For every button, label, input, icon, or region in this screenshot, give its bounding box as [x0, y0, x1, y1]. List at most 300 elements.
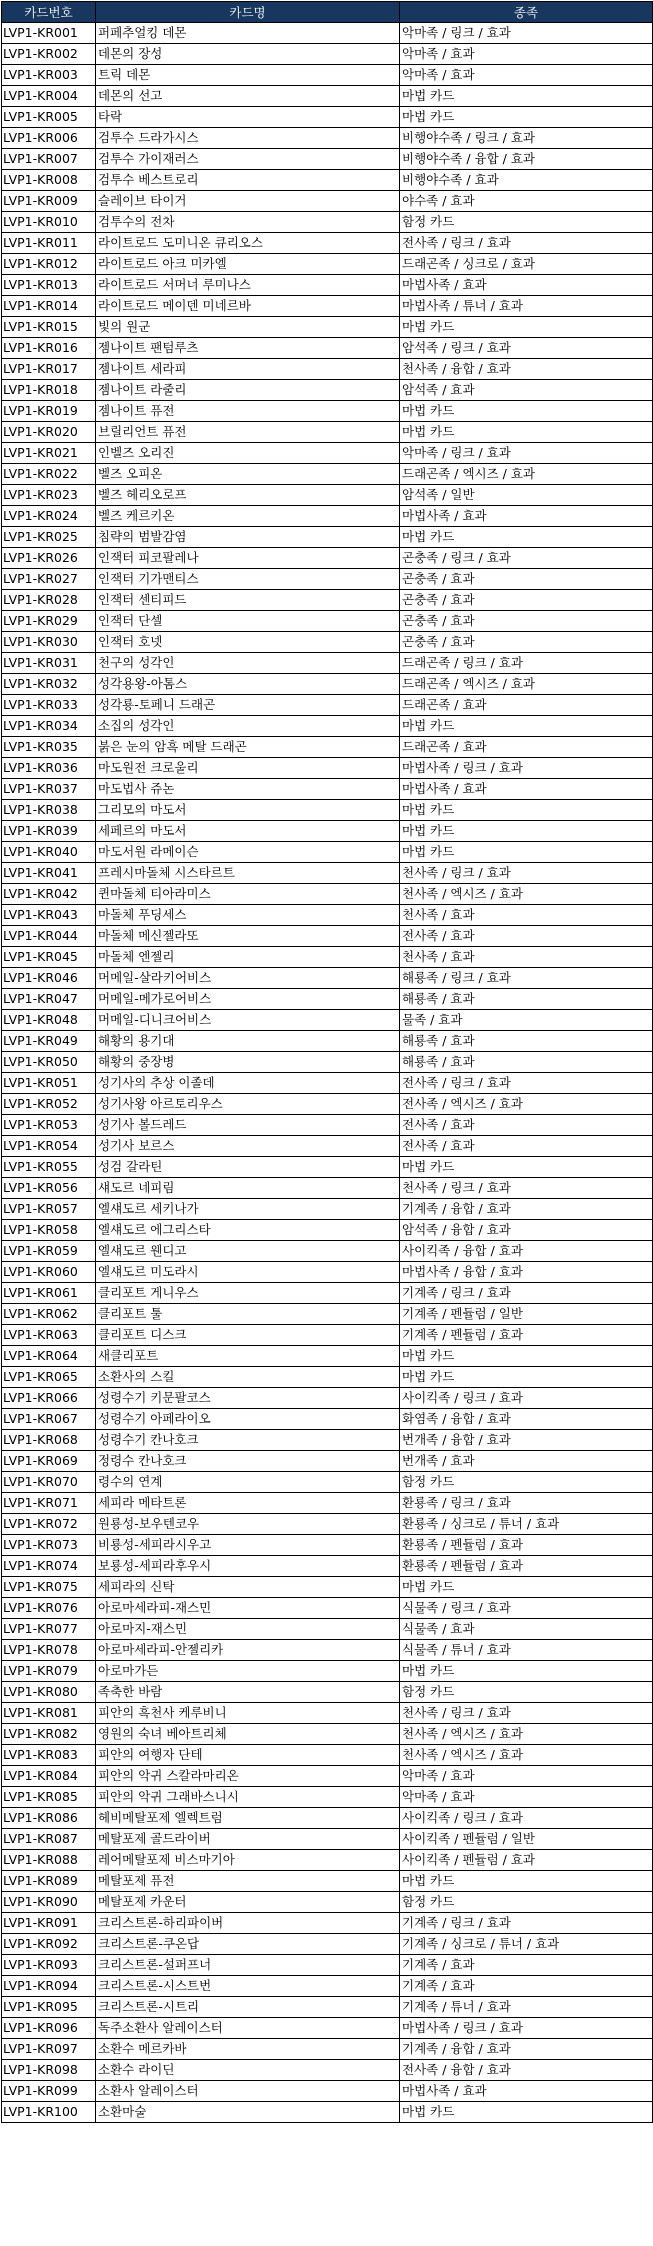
card-number-cell: LVP1-KR033 [2, 695, 96, 716]
table-row [2, 107, 653, 128]
table-row [2, 884, 653, 905]
card-name-cell: 침략의 범발감염 [96, 527, 400, 548]
card-name-cell: 마돌체 엔젤리 [96, 947, 400, 968]
table-row [2, 758, 653, 779]
header-card-type: 종족 [400, 2, 653, 23]
card-name-cell: 메탈포제 카운터 [96, 1892, 400, 1913]
table-row [2, 380, 653, 401]
card-name-cell: 머메일-디니크어비스 [96, 1010, 400, 1031]
card-name-cell: 마도법사 쥬논 [96, 779, 400, 800]
card-number-cell: LVP1-KR089 [2, 1871, 96, 1892]
table-row [2, 1766, 653, 1787]
card-number-cell: LVP1-KR027 [2, 569, 96, 590]
card-number-cell: LVP1-KR053 [2, 1115, 96, 1136]
card-name-cell: 령수의 연계 [96, 1472, 400, 1493]
card-type-cell: 드래곤족 / 효과 [400, 695, 653, 716]
table-row [2, 2039, 653, 2060]
card-number-cell: LVP1-KR098 [2, 2060, 96, 2081]
card-type-cell: 천사족 / 효과 [400, 905, 653, 926]
card-type-cell: 곤충족 / 효과 [400, 590, 653, 611]
card-number-cell: LVP1-KR021 [2, 443, 96, 464]
card-number-cell: LVP1-KR055 [2, 1157, 96, 1178]
card-name-cell: 섀도르 네피림 [96, 1178, 400, 1199]
table-row [2, 1346, 653, 1367]
card-number-cell: LVP1-KR099 [2, 2081, 96, 2102]
table-row [2, 1388, 653, 1409]
card-number-cell: LVP1-KR009 [2, 191, 96, 212]
card-number-cell: LVP1-KR080 [2, 1682, 96, 1703]
card-name-cell: 족축한 바람 [96, 1682, 400, 1703]
card-name-cell: 새클리포트 [96, 1346, 400, 1367]
card-type-cell: 마법 카드 [400, 1661, 653, 1682]
card-number-cell: LVP1-KR005 [2, 107, 96, 128]
card-number-cell: LVP1-KR003 [2, 65, 96, 86]
card-name-cell: 독주소환사 알레이스터 [96, 2018, 400, 2039]
card-number-cell: LVP1-KR086 [2, 1808, 96, 1829]
table-row [2, 191, 653, 212]
card-name-cell: 젬나이트 퓨전 [96, 401, 400, 422]
table-row [2, 1031, 653, 1052]
card-type-cell: 기계족 / 융합 / 효과 [400, 1199, 653, 1220]
card-number-cell: LVP1-KR013 [2, 275, 96, 296]
card-type-cell: 천사족 / 링크 / 효과 [400, 1178, 653, 1199]
card-type-cell: 기계족 / 링크 / 효과 [400, 1913, 653, 1934]
card-type-cell: 기계족 / 링크 / 효과 [400, 1283, 653, 1304]
card-number-cell: LVP1-KR084 [2, 1766, 96, 1787]
table-row [2, 1934, 653, 1955]
card-number-cell: LVP1-KR093 [2, 1955, 96, 1976]
card-number-cell: LVP1-KR075 [2, 1577, 96, 1598]
table-row [2, 1367, 653, 1388]
card-number-cell: LVP1-KR066 [2, 1388, 96, 1409]
card-name-cell: 소환마술 [96, 2102, 400, 2123]
card-type-cell: 마법사족 / 효과 [400, 2081, 653, 2102]
table-row [2, 737, 653, 758]
card-type-cell: 마법사족 / 융합 / 효과 [400, 1262, 653, 1283]
card-name-cell: 퀸마돌체 티아라미스 [96, 884, 400, 905]
card-number-cell: LVP1-KR054 [2, 1136, 96, 1157]
header-row [2, 2, 653, 23]
card-number-cell: LVP1-KR042 [2, 884, 96, 905]
card-name-cell: 트릭 데몬 [96, 65, 400, 86]
card-name-cell: 인잭터 단셀 [96, 611, 400, 632]
card-number-cell: LVP1-KR020 [2, 422, 96, 443]
table-row [2, 317, 653, 338]
card-number-cell: LVP1-KR065 [2, 1367, 96, 1388]
card-number-cell: LVP1-KR047 [2, 989, 96, 1010]
header-card-number: 카드번호 [2, 2, 96, 23]
card-type-cell: 기계족 / 융합 / 효과 [400, 2039, 653, 2060]
card-name-cell: 라이트로드 서머너 루미나스 [96, 275, 400, 296]
table-row [2, 1955, 653, 1976]
card-type-cell: 화염족 / 융합 / 효과 [400, 1409, 653, 1430]
card-name-cell: 젬나이트 세라피 [96, 359, 400, 380]
table-row [2, 170, 653, 191]
card-number-cell: LVP1-KR052 [2, 1094, 96, 1115]
card-type-cell: 천사족 / 엑시즈 / 효과 [400, 1745, 653, 1766]
table-row [2, 401, 653, 422]
table-row [2, 1682, 653, 1703]
table-row [2, 1577, 653, 1598]
card-name-cell: 데몬의 장성 [96, 44, 400, 65]
card-name-cell: 벨즈 오피온 [96, 464, 400, 485]
card-type-cell: 기계족 / 싱크로 / 튜너 / 효과 [400, 1934, 653, 1955]
card-name-cell: 머메일-메가로어비스 [96, 989, 400, 1010]
table-row [2, 1010, 653, 1031]
card-name-cell: 해황의 중장병 [96, 1052, 400, 1073]
table-row [2, 1913, 653, 1934]
table-row [2, 233, 653, 254]
card-number-cell: LVP1-KR100 [2, 2102, 96, 2123]
table-row [2, 2060, 653, 2081]
card-type-cell: 마법 카드 [400, 1346, 653, 1367]
card-type-cell: 마법 카드 [400, 422, 653, 443]
card-number-cell: LVP1-KR062 [2, 1304, 96, 1325]
table-row [2, 1703, 653, 1724]
card-name-cell: 성기사의 추상 이졸데 [96, 1073, 400, 1094]
table-row [2, 23, 653, 44]
table-row [2, 968, 653, 989]
card-name-cell: 붉은 눈의 암흑 메탈 드래곤 [96, 737, 400, 758]
card-type-cell: 악마족 / 링크 / 효과 [400, 23, 653, 44]
card-name-cell: 퍼페추얼킹 데몬 [96, 23, 400, 44]
card-number-cell: LVP1-KR096 [2, 2018, 96, 2039]
card-type-cell: 환룡족 / 펜듈럼 / 효과 [400, 1535, 653, 1556]
card-name-cell: 젬나이트 라줄리 [96, 380, 400, 401]
card-name-cell: 세피라 메타트론 [96, 1493, 400, 1514]
table-row [2, 1598, 653, 1619]
card-type-cell: 마법 카드 [400, 317, 653, 338]
table-row [2, 1850, 653, 1871]
card-type-cell: 마법 카드 [400, 1577, 653, 1598]
card-number-cell: LVP1-KR007 [2, 149, 96, 170]
table-row [2, 947, 653, 968]
table-row [2, 1829, 653, 1850]
card-name-cell: 브릴리언트 퓨전 [96, 422, 400, 443]
card-type-cell: 마법사족 / 효과 [400, 275, 653, 296]
card-type-cell: 함정 카드 [400, 1892, 653, 1913]
table-row [2, 1619, 653, 1640]
card-name-cell: 슬레이브 타이거 [96, 191, 400, 212]
card-type-cell: 식물족 / 효과 [400, 1619, 653, 1640]
card-number-cell: LVP1-KR061 [2, 1283, 96, 1304]
card-number-cell: LVP1-KR085 [2, 1787, 96, 1808]
table-row [2, 1157, 653, 1178]
card-type-cell: 전사족 / 효과 [400, 926, 653, 947]
table-row [2, 86, 653, 107]
card-number-cell: LVP1-KR059 [2, 1241, 96, 1262]
card-number-cell: LVP1-KR035 [2, 737, 96, 758]
card-type-cell: 사이킥족 / 융합 / 효과 [400, 1241, 653, 1262]
card-type-cell: 함정 카드 [400, 1682, 653, 1703]
table-row [2, 1325, 653, 1346]
card-type-cell: 사이킥족 / 펜듈럼 / 일반 [400, 1829, 653, 1850]
card-number-cell: LVP1-KR023 [2, 485, 96, 506]
card-number-cell: LVP1-KR076 [2, 1598, 96, 1619]
table-row [2, 443, 653, 464]
card-name-cell: 엘섀도르 웬디고 [96, 1241, 400, 1262]
card-name-cell: 성기사왕 아르토리우스 [96, 1094, 400, 1115]
card-number-cell: LVP1-KR070 [2, 1472, 96, 1493]
card-name-cell: 벨즈 케르키온 [96, 506, 400, 527]
table-row [2, 674, 653, 695]
card-type-cell: 악마족 / 효과 [400, 65, 653, 86]
card-type-cell: 사이킥족 / 링크 / 효과 [400, 1808, 653, 1829]
card-number-cell: LVP1-KR069 [2, 1451, 96, 1472]
card-type-cell: 암석족 / 일반 [400, 485, 653, 506]
card-number-cell: LVP1-KR012 [2, 254, 96, 275]
card-type-cell: 비행야수족 / 효과 [400, 170, 653, 191]
card-name-cell: 크리스트론-쿠온답 [96, 1934, 400, 1955]
card-name-cell: 성령수기 아페라이오 [96, 1409, 400, 1430]
card-name-cell: 세피라의 신탁 [96, 1577, 400, 1598]
card-name-cell: 소환수 라이딘 [96, 2060, 400, 2081]
table-row [2, 695, 653, 716]
card-number-cell: LVP1-KR087 [2, 1829, 96, 1850]
card-name-cell: 성검 갈라틴 [96, 1157, 400, 1178]
card-number-cell: LVP1-KR002 [2, 44, 96, 65]
card-number-cell: LVP1-KR045 [2, 947, 96, 968]
card-name-cell: 소환사의 스킬 [96, 1367, 400, 1388]
card-name-cell: 라이트로드 도미니온 큐리오스 [96, 233, 400, 254]
card-type-cell: 함정 카드 [400, 1472, 653, 1493]
card-type-cell: 기계족 / 펜듈럼 / 일반 [400, 1304, 653, 1325]
card-number-cell: LVP1-KR092 [2, 1934, 96, 1955]
table-row [2, 569, 653, 590]
table-row [2, 1052, 653, 1073]
card-name-cell: 라이트로드 아크 미카엘 [96, 254, 400, 275]
card-number-cell: LVP1-KR032 [2, 674, 96, 695]
card-type-cell: 야수족 / 효과 [400, 191, 653, 212]
card-type-cell: 마법 카드 [400, 821, 653, 842]
card-number-cell: LVP1-KR004 [2, 86, 96, 107]
table-row [2, 821, 653, 842]
table-row [2, 254, 653, 275]
card-type-cell: 암석족 / 효과 [400, 380, 653, 401]
card-number-cell: LVP1-KR090 [2, 1892, 96, 1913]
table-row [2, 359, 653, 380]
card-type-cell: 기계족 / 펜듈럼 / 효과 [400, 1325, 653, 1346]
card-type-cell: 악마족 / 효과 [400, 1766, 653, 1787]
table-row [2, 338, 653, 359]
card-name-cell: 라이트로드 메이덴 미네르바 [96, 296, 400, 317]
card-type-cell: 전사족 / 효과 [400, 1115, 653, 1136]
card-name-cell: 소집의 성각인 [96, 716, 400, 737]
card-type-cell: 번개족 / 융합 / 효과 [400, 1430, 653, 1451]
card-name-cell: 성기사 보르스 [96, 1136, 400, 1157]
card-name-cell: 보룡성-세피라후우시 [96, 1556, 400, 1577]
card-number-cell: LVP1-KR022 [2, 464, 96, 485]
card-type-cell: 마법사족 / 튜너 / 효과 [400, 296, 653, 317]
card-type-cell: 마법 카드 [400, 842, 653, 863]
table-row [2, 2018, 653, 2039]
card-name-cell: 마도서원 라메이슨 [96, 842, 400, 863]
card-type-cell: 마법 카드 [400, 2102, 653, 2123]
card-name-cell: 머메일-살라키어비스 [96, 968, 400, 989]
card-name-cell: 아로마세라피-안젤리카 [96, 1640, 400, 1661]
card-name-cell: 아로마지-재스민 [96, 1619, 400, 1640]
card-type-cell: 악마족 / 링크 / 효과 [400, 443, 653, 464]
card-number-cell: LVP1-KR041 [2, 863, 96, 884]
card-number-cell: LVP1-KR074 [2, 1556, 96, 1577]
card-number-cell: LVP1-KR046 [2, 968, 96, 989]
card-number-cell: LVP1-KR072 [2, 1514, 96, 1535]
card-type-cell: 곤충족 / 효과 [400, 611, 653, 632]
card-name-cell: 성령수기 키문팔코스 [96, 1388, 400, 1409]
card-type-cell: 전사족 / 엑시즈 / 효과 [400, 1094, 653, 1115]
card-type-cell: 천사족 / 효과 [400, 947, 653, 968]
table-row [2, 1241, 653, 1262]
card-type-cell: 마법사족 / 효과 [400, 506, 653, 527]
table-row [2, 1115, 653, 1136]
card-number-cell: LVP1-KR068 [2, 1430, 96, 1451]
card-number-cell: LVP1-KR057 [2, 1199, 96, 1220]
card-name-cell: 정령수 칸나호크 [96, 1451, 400, 1472]
card-type-cell: 식물족 / 링크 / 효과 [400, 1598, 653, 1619]
card-type-cell: 드래곤족 / 링크 / 효과 [400, 653, 653, 674]
table-row [2, 1094, 653, 1115]
card-type-cell: 기계족 / 효과 [400, 1976, 653, 1997]
card-type-cell: 마법 카드 [400, 527, 653, 548]
card-name-cell: 그리모의 마도서 [96, 800, 400, 821]
card-name-cell: 헤비메탈포제 엘렉트럼 [96, 1808, 400, 1829]
card-type-cell: 마법 카드 [400, 716, 653, 737]
table-row [2, 800, 653, 821]
card-type-cell: 해룡족 / 효과 [400, 1031, 653, 1052]
card-type-cell: 드래곤족 / 엑시즈 / 효과 [400, 464, 653, 485]
card-name-cell: 소환수 메르카바 [96, 2039, 400, 2060]
card-name-cell: 피안의 여행자 단테 [96, 1745, 400, 1766]
card-name-cell: 클리포트 게니우스 [96, 1283, 400, 1304]
card-number-cell: LVP1-KR001 [2, 23, 96, 44]
card-type-cell: 전사족 / 링크 / 효과 [400, 1073, 653, 1094]
card-type-cell: 곤충족 / 링크 / 효과 [400, 548, 653, 569]
card-number-cell: LVP1-KR056 [2, 1178, 96, 1199]
table-row [2, 1661, 653, 1682]
card-name-cell: 메탈포제 퓨전 [96, 1871, 400, 1892]
card-name-cell: 인잭터 센티피드 [96, 590, 400, 611]
card-type-cell: 곤충족 / 효과 [400, 569, 653, 590]
card-number-cell: LVP1-KR050 [2, 1052, 96, 1073]
table-row [2, 2102, 653, 2123]
table-row [2, 464, 653, 485]
card-type-cell: 해룡족 / 효과 [400, 1052, 653, 1073]
card-number-cell: LVP1-KR064 [2, 1346, 96, 1367]
table-row [2, 989, 653, 1010]
table-row [2, 632, 653, 653]
card-type-cell: 번개족 / 효과 [400, 1451, 653, 1472]
card-type-cell: 마법 카드 [400, 1367, 653, 1388]
card-type-cell: 마법 카드 [400, 107, 653, 128]
card-type-cell: 드래곤족 / 효과 [400, 737, 653, 758]
table-row [2, 1136, 653, 1157]
table-row [2, 275, 653, 296]
card-number-cell: LVP1-KR051 [2, 1073, 96, 1094]
card-name-cell: 성각용왕-아톰스 [96, 674, 400, 695]
table-row [2, 212, 653, 233]
card-type-cell: 전사족 / 링크 / 효과 [400, 233, 653, 254]
card-name-cell: 레어메탈포제 비스마기아 [96, 1850, 400, 1871]
card-name-cell: 마돌체 메신젤라또 [96, 926, 400, 947]
card-number-cell: LVP1-KR017 [2, 359, 96, 380]
card-type-cell: 마법 카드 [400, 401, 653, 422]
card-number-cell: LVP1-KR091 [2, 1913, 96, 1934]
card-name-cell: 검투수 드라가시스 [96, 128, 400, 149]
card-type-cell: 사이킥족 / 링크 / 효과 [400, 1388, 653, 1409]
table-row [2, 149, 653, 170]
card-type-cell: 천사족 / 링크 / 효과 [400, 863, 653, 884]
card-number-cell: LVP1-KR025 [2, 527, 96, 548]
card-name-cell: 피안의 악귀 그래바스니시 [96, 1787, 400, 1808]
card-type-cell: 전사족 / 융합 / 효과 [400, 2060, 653, 2081]
card-name-cell: 성령수기 칸나호크 [96, 1430, 400, 1451]
card-name-cell: 원룡성-보우텐코우 [96, 1514, 400, 1535]
table-row [2, 1199, 653, 1220]
card-type-cell: 환룡족 / 링크 / 효과 [400, 1493, 653, 1514]
card-name-cell: 클리포트 툴 [96, 1304, 400, 1325]
card-number-cell: LVP1-KR073 [2, 1535, 96, 1556]
card-name-cell: 인잭터 호넷 [96, 632, 400, 653]
table-row [2, 1640, 653, 1661]
card-number-cell: LVP1-KR077 [2, 1619, 96, 1640]
card-number-cell: LVP1-KR038 [2, 800, 96, 821]
card-number-cell: LVP1-KR010 [2, 212, 96, 233]
table-row [2, 1514, 653, 1535]
table-row [2, 1892, 653, 1913]
table-row [2, 1871, 653, 1892]
card-name-cell: 피안의 악귀 스칼라마리온 [96, 1766, 400, 1787]
table-row [2, 1304, 653, 1325]
card-number-cell: LVP1-KR036 [2, 758, 96, 779]
card-number-cell: LVP1-KR011 [2, 233, 96, 254]
card-name-cell: 피안의 흑천사 케루비니 [96, 1703, 400, 1724]
card-number-cell: LVP1-KR097 [2, 2039, 96, 2060]
card-type-cell: 드래곤족 / 엑시즈 / 효과 [400, 674, 653, 695]
table-row [2, 905, 653, 926]
card-number-cell: LVP1-KR044 [2, 926, 96, 947]
card-type-cell: 식물족 / 튜너 / 효과 [400, 1640, 653, 1661]
table-row [2, 1808, 653, 1829]
card-number-cell: LVP1-KR008 [2, 170, 96, 191]
table-row [2, 653, 653, 674]
card-type-cell: 기계족 / 튜너 / 효과 [400, 1997, 653, 2018]
card-type-cell: 환룡족 / 펜듈럼 / 효과 [400, 1556, 653, 1577]
card-number-cell: LVP1-KR028 [2, 590, 96, 611]
card-name-cell: 성기사 볼드레드 [96, 1115, 400, 1136]
card-number-cell: LVP1-KR015 [2, 317, 96, 338]
card-name-cell: 천구의 성각인 [96, 653, 400, 674]
card-name-cell: 크리스트론-설퍼프너 [96, 1955, 400, 1976]
card-name-cell: 마도원전 크로울리 [96, 758, 400, 779]
card-type-cell: 천사족 / 엑시즈 / 효과 [400, 1724, 653, 1745]
card-number-cell: LVP1-KR079 [2, 1661, 96, 1682]
table-row [2, 1283, 653, 1304]
table-row [2, 1724, 653, 1745]
table-row [2, 128, 653, 149]
card-number-cell: LVP1-KR081 [2, 1703, 96, 1724]
table-row [2, 1493, 653, 1514]
card-name-cell: 메탈포제 골드라이버 [96, 1829, 400, 1850]
card-name-cell: 검투수 베스트로리 [96, 170, 400, 191]
card-type-cell: 암석족 / 융합 / 효과 [400, 1220, 653, 1241]
card-name-cell: 타락 [96, 107, 400, 128]
card-number-cell: LVP1-KR030 [2, 632, 96, 653]
table-row [2, 863, 653, 884]
card-type-cell: 해룡족 / 링크 / 효과 [400, 968, 653, 989]
card-type-cell: 마법 카드 [400, 800, 653, 821]
card-number-cell: LVP1-KR014 [2, 296, 96, 317]
card-name-cell: 세페르의 마도서 [96, 821, 400, 842]
